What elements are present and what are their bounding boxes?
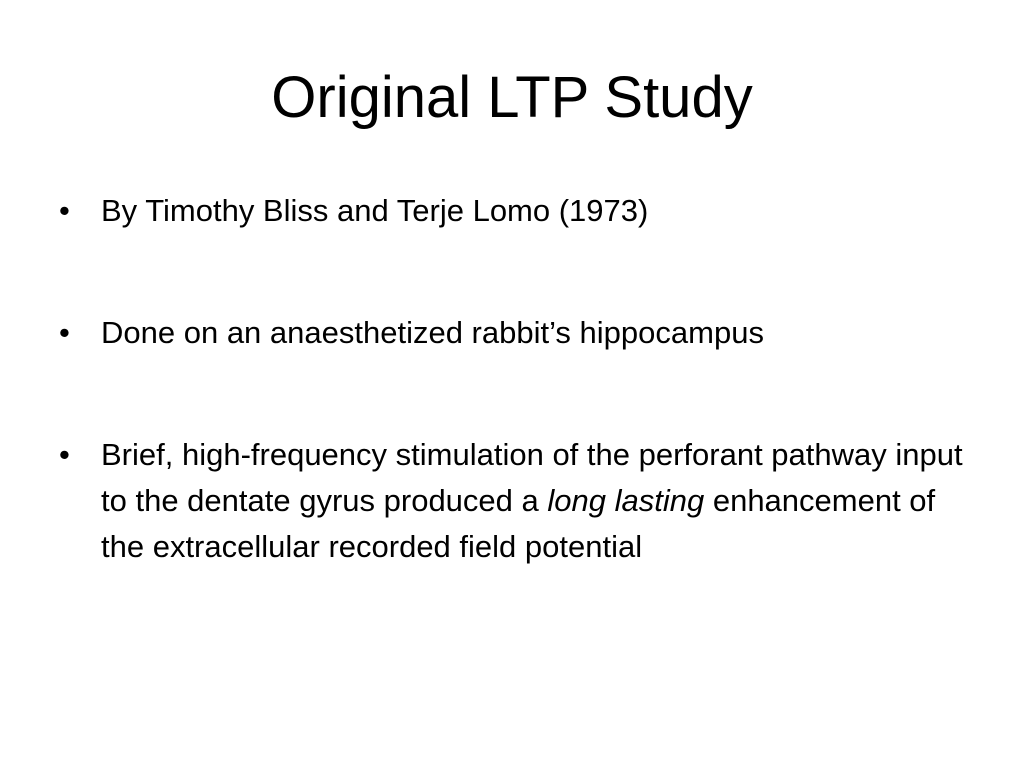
bullet-list: [56, 188, 976, 570]
bullet-text-before: Brief, high-frequency stimulation of the perforant pathway input to the dentate gyrus produced a: [101, 437, 963, 518]
bullet-item: [56, 310, 976, 356]
bullet-item: [56, 432, 976, 570]
bullet-marker: •: [59, 437, 70, 472]
slide-title: Original LTP Study: [271, 65, 753, 130]
bullet-item: [56, 188, 976, 234]
bullet-text-italic: long lasting: [547, 483, 705, 518]
bullet-marker: •: [59, 193, 70, 228]
bullet-text: By Timothy Bliss and Terje Lomo (1973): [101, 193, 649, 228]
bullet-marker: •: [59, 315, 70, 350]
bullet-text-after: enhancement of the extracellular recorded field potential: [101, 483, 936, 564]
bullet-text: Done on an anaesthetized rabbit’s hippocampus: [101, 315, 764, 350]
